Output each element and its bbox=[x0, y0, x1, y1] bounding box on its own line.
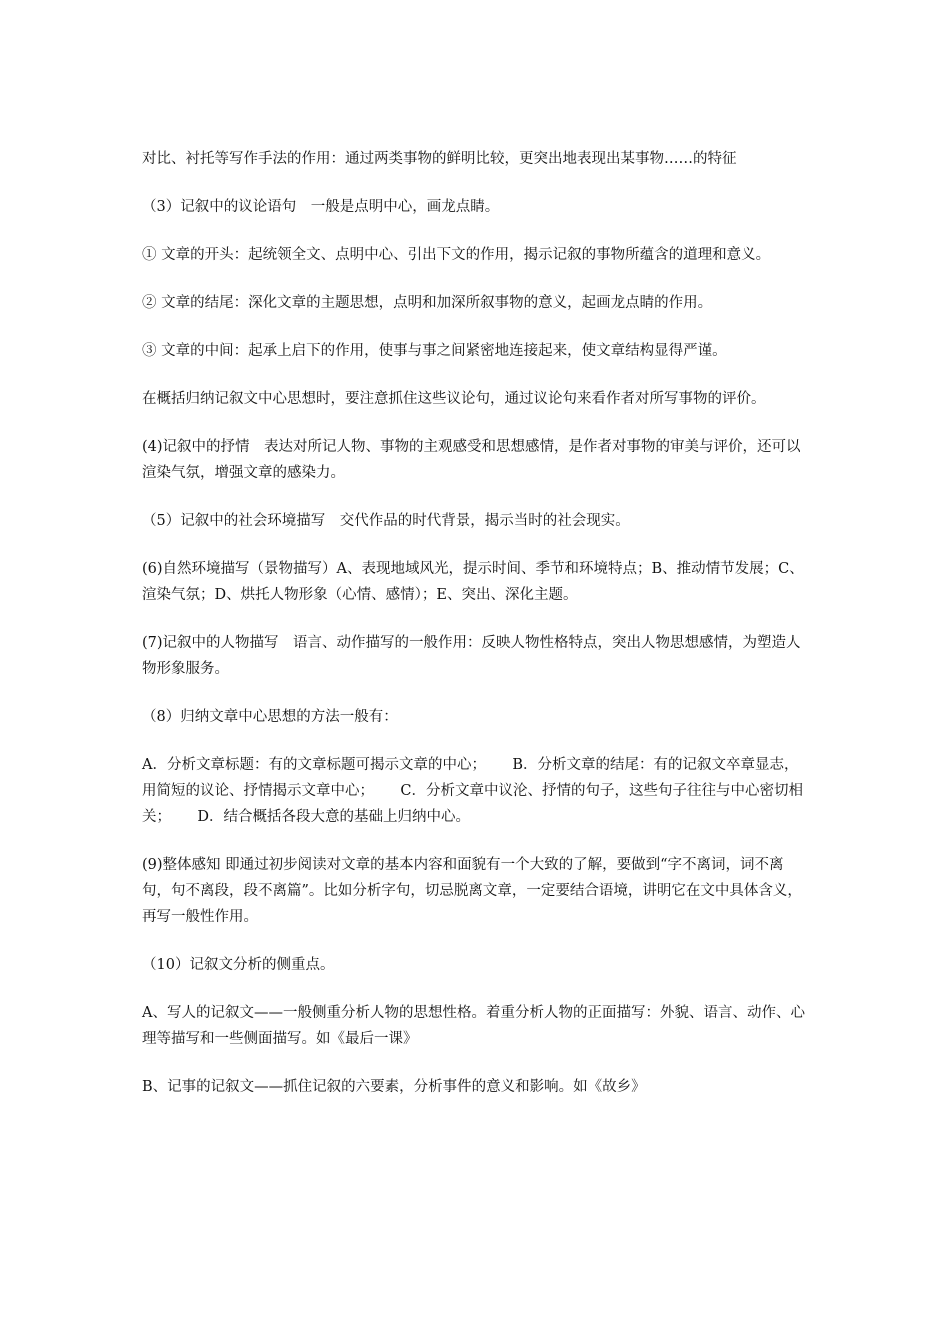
document-page bbox=[142, 146, 812, 1122]
paragraph-section-7-character-description: (7)记叙中的人物描写 语言、动作描写的一般作用：反映人物性格特点，突出人物思想感情，为塑造人物形象服务。 bbox=[142, 635, 801, 677]
paragraph-summary-note: 在概括归纳记叙文中心思想时，要注意抓住这些议论句，通过议论句来看作者对所写事物的评价。 bbox=[142, 391, 766, 407]
paragraph-opening-function: ① 文章的开头：起统领全文、点明中心、引出下文的作用，揭示记叙的事物所蕴含的道理和意义。 bbox=[142, 247, 771, 263]
paragraph-section-5-social-environment: （5）记叙中的社会环境描写 交代作品的时代背景，揭示当时的社会现实。 bbox=[142, 513, 630, 529]
paragraph-section-8-heading: （8）归纳文章中心思想的方法一般有： bbox=[142, 709, 398, 725]
paragraph-section-3-heading: （3）记叙中的议论语句 一般是点明中心，画龙点睛。 bbox=[142, 199, 500, 215]
paragraph-contrast-technique: 对比、衬托等写作手法的作用：通过两类事物的鲜明比较，更突出地表现出某事物……的特征 bbox=[142, 151, 737, 167]
paragraph-section-8-methods: A．分析文章标题：有的文章标题可揭示文章的中心； B．分析文章的结尾：有的记叙文卒章显志，用简短的议论、抒情揭示文章中心； C．分析文章中议沦、抒情的句子，这些句子往往与中心密切相关； D．结合概括各段大意的基础上归纳中心。 bbox=[142, 757, 803, 825]
paragraph-section-6-natural-environment: (6)自然环境描写（景物描写）A、表现地域风光，提示时间、季节和环境特点；B、推动情节发展；C、渲染气氛；D、烘托人物形象（心情、感情）；E、突出、深化主题。 bbox=[142, 561, 804, 603]
paragraph-middle-function: ③ 文章的中间：起承上启下的作用，使事与事之间紧密地连接起来，使文章结构显得严谨。 bbox=[142, 343, 727, 359]
paragraph-section-9-overall-perception: (9)整体感知 即通过初步阅读对文章的基本内容和面貌有一个大致的了解，要做到“字不离词，词不离句，句不离段，段不离篇”。比如分析字句，切忌脱离文章，一定要结合语境，讲明它在文中具体含义，再写一般性作用。 bbox=[142, 857, 802, 925]
paragraph-section-4-lyricism: (4)记叙中的抒情 表达对所记人物、事物的主观感受和思想感情，是作者对事物的审美与评价，还可以渲染气氛，增强文章的感染力。 bbox=[142, 439, 801, 481]
paragraph-section-10-b: B、记事的记叙文——抓住记叙的六要素，分析事件的意义和影响。如《故乡》 bbox=[142, 1079, 646, 1095]
paragraph-ending-function: ② 文章的结尾：深化文章的主题思想，点明和加深所叙事物的意义，起画龙点睛的作用。 bbox=[142, 295, 713, 311]
paragraph-section-10-a: A、写人的记叙文——一般侧重分析人物的思想性格。着重分析人物的正面描写：外貌、语言、动作、心理等描写和一些侧面描写。如《最后一课》 bbox=[142, 1005, 805, 1047]
paragraph-section-10-heading: （10）记叙文分析的侧重点。 bbox=[142, 957, 335, 973]
